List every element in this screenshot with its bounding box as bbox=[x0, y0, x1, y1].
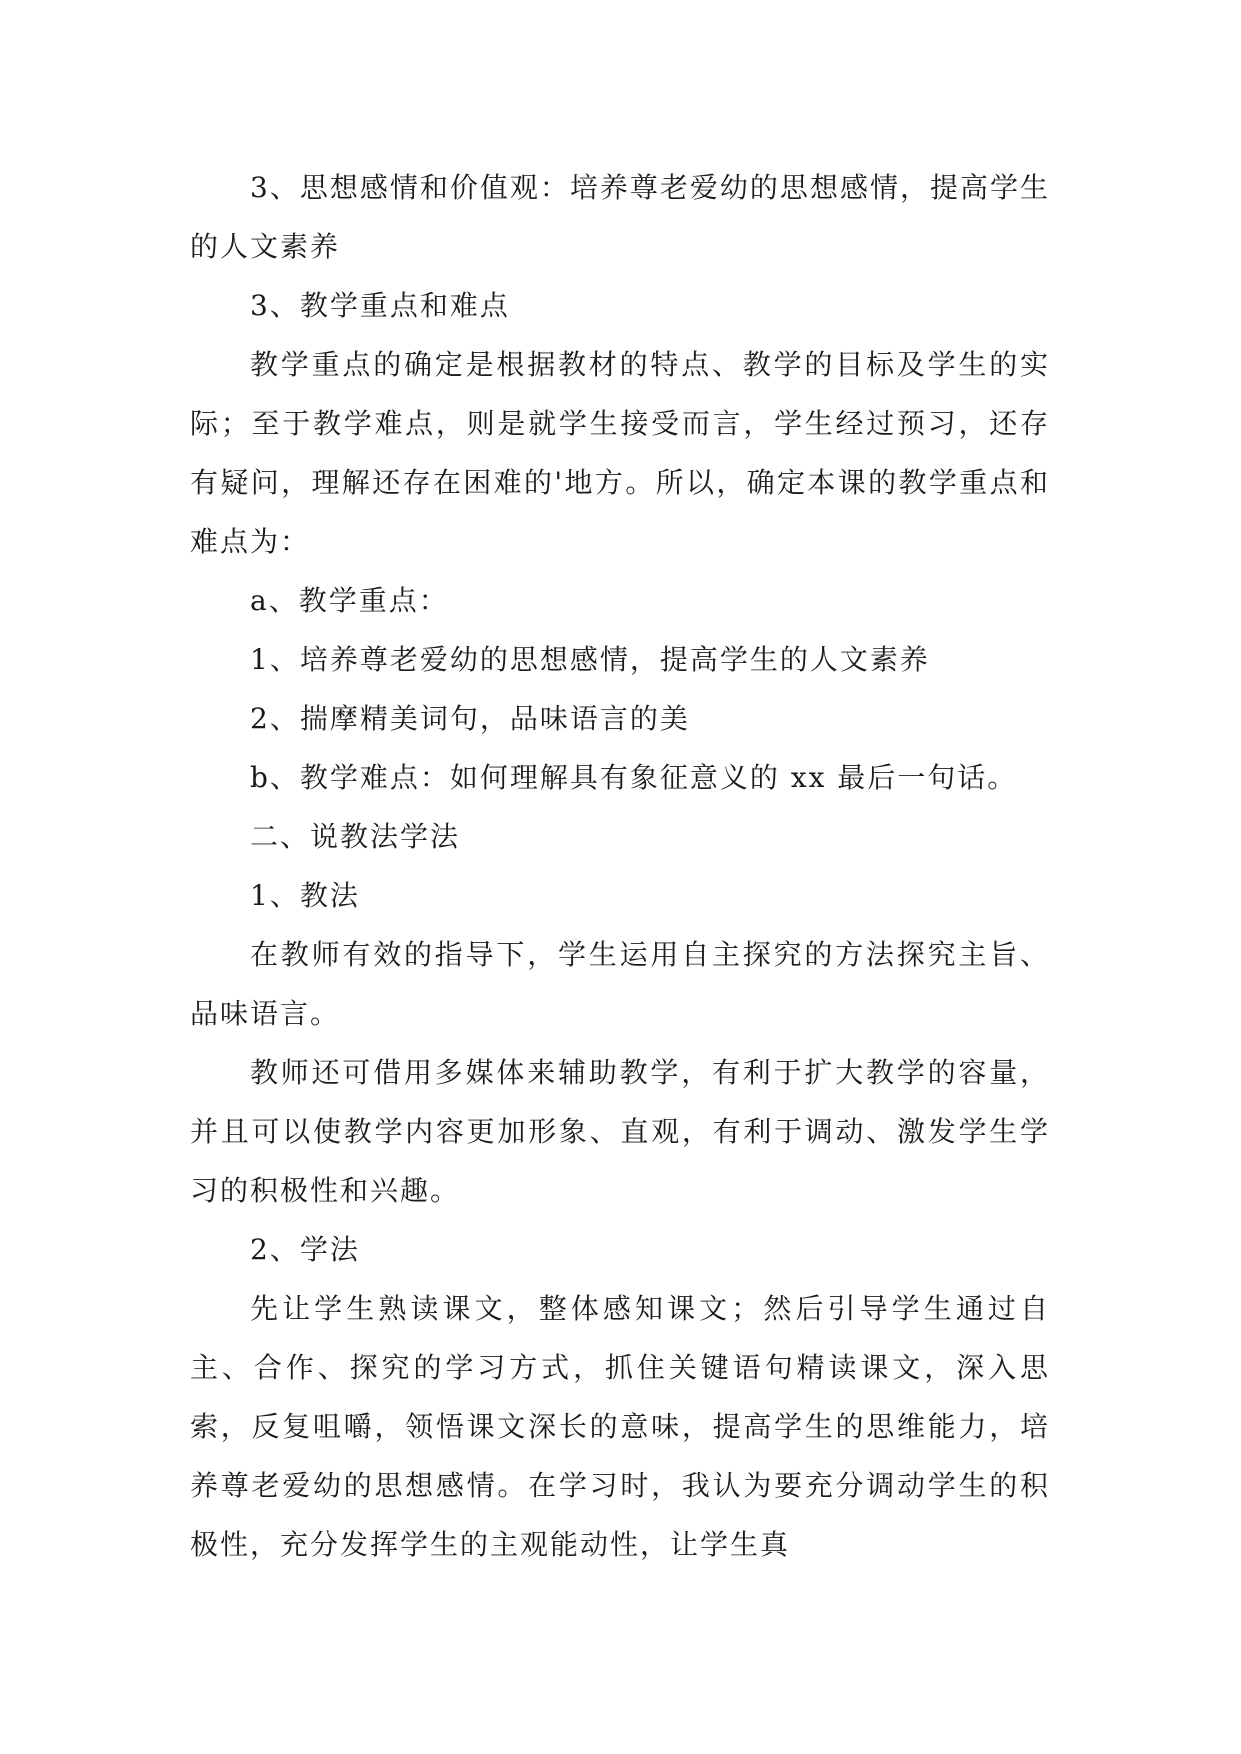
paragraph-objective-values: 3、思想感情和价值观：培养尊老爱幼的思想感情，提高学生的人文素养 bbox=[190, 171, 1050, 263]
section-heading-methods: 二、说教法学法 bbox=[250, 820, 461, 853]
paragraph-teaching-method-1: 在教师有效的指导下，学生运用自主探究的方法探究主旨、品味语言。 bbox=[190, 938, 1050, 1030]
list-item-key-point-1: 1、培养尊老爱幼的思想感情，提高学生的人文素养 bbox=[250, 643, 930, 676]
document-body bbox=[190, 158, 1050, 1574]
paragraph-learning-method: 先让学生熟读课文，整体感知课文；然后引导学生通过自主、合作、探究的学习方式，抓住关键语句精读课文，深入思索，反复咀嚼，领悟课文深长的意味，提高学生的思维能力，培养尊老爱幼的思想感情。在学习时，我认为要充分调动学生的积极性，充分发挥学生的主观能动性，让学生真 bbox=[190, 1292, 1050, 1561]
list-item-key-point-2: 2、揣摩精美词句，品味语言的美 bbox=[250, 702, 690, 735]
paragraph-teaching-method-2: 教师还可借用多媒体来辅助教学，有利于扩大教学的容量，并且可以使教学内容更加形象、直观，有利于调动、激发学生学习的积极性和兴趣。 bbox=[190, 1056, 1050, 1207]
subheading-learning-method: 2、学法 bbox=[250, 1233, 360, 1266]
paragraph-key-points-rationale: 教学重点的确定是根据教材的特点、教学的目标及学生的实际；至于教学难点，则是就学生接受而言，学生经过预习，还存有疑问，理解还存在困难的'地方。所以，确定本课的教学重点和难点为： bbox=[190, 348, 1050, 558]
heading-key-difficult-points: 3、教学重点和难点 bbox=[250, 289, 510, 322]
subheading-key-points: a、教学重点： bbox=[250, 584, 449, 617]
subheading-difficult-point: b、教学难点：如何理解具有象征意义的 xx 最后一句话。 bbox=[250, 761, 1018, 794]
subheading-teaching-method: 1、教法 bbox=[250, 879, 360, 912]
